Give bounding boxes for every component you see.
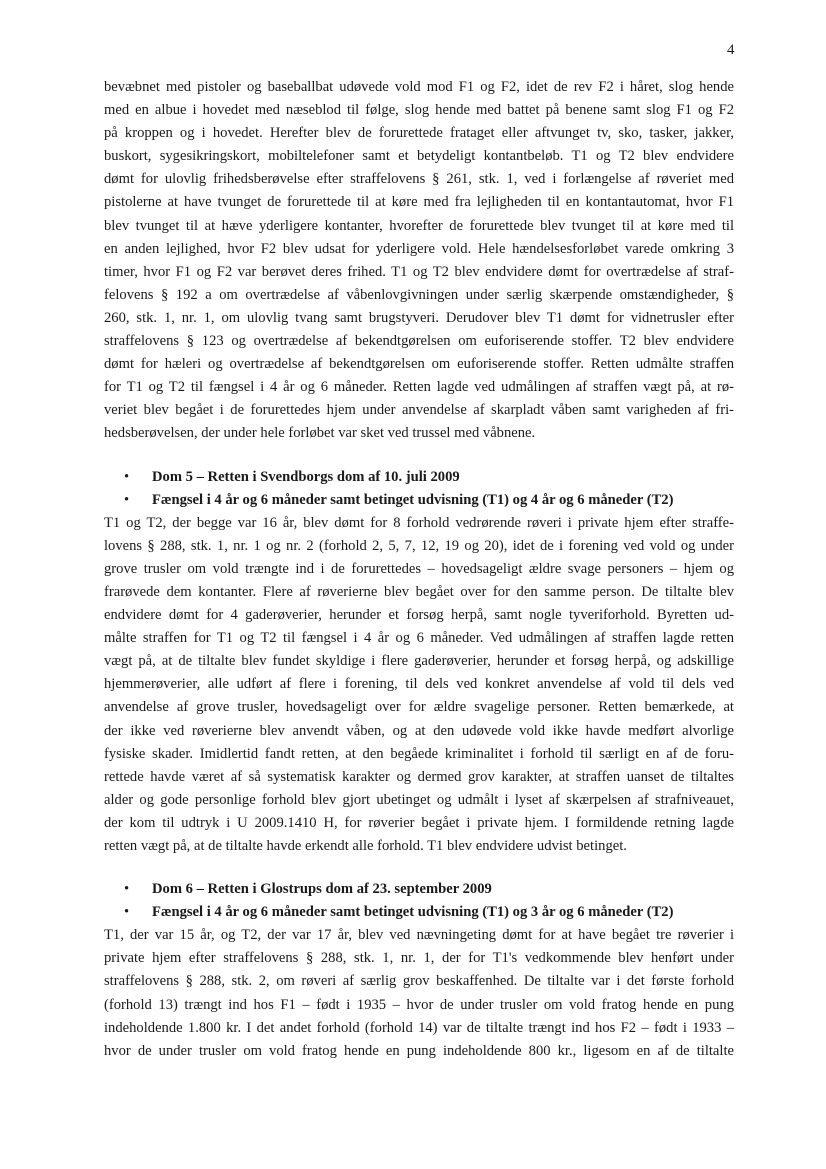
text-line: fysiske skader. Imidlertid fandt retten, at den begåede kriminalitet i forhold til særligt en af de foru- [104,745,734,762]
bullet-text: Fængsel i 4 år og 6 måneder samt betinget udvisning (T1) og 4 år og 6 måneder (T2) [152,491,674,508]
text-line: pistolerne at have tvunget de forurettede til at køre med fra lejligheden til en kontantautomat, hvor F1 [104,194,734,211]
document-body [104,76,734,1063]
bullet-heading [104,878,734,901]
text-line: dømt for ulovlig frihedsberøvelse efter straffelovens § 261, stk. 1, ved i forlængelse af røveriet med [104,171,734,188]
text-line: hedsberøvelsen, der under hele forløbet var sket ved trussel med våbnene. [104,425,536,442]
section-dom-6 [104,878,734,1063]
text-line: hjemmerøverier, alle udført af flere i forening, til dels ved konkret anvendelse af vold til dels ved [104,676,734,693]
spacer [104,858,734,878]
section-dom-5 [104,466,734,859]
text-line: endvidere dømt for 4 gaderøverier, herunder et forsøg herpå, samt nogle tyveriforhold. Byretten ud- [104,607,734,624]
spacer [104,446,734,466]
bullet-icon: • [124,881,130,898]
bullet-text: Dom 6 – Retten i Glostrups dom af 23. september 2009 [152,881,492,898]
bullet-icon: • [124,904,130,921]
text-line: en anden lejlighed, hvor F2 blev udsat for yderligere vold. Hele hændelsesforløbet varede omkring 3 [104,240,734,257]
bullet-text: Fængsel i 4 år og 6 måneder samt betinget udvisning (T1) og 3 år og 6 måneder (T2) [152,904,674,921]
text-line: grove trusler om vold trængte ind i de forurettedes – hovedsageligt ældre svage personers – hjem og [104,560,734,577]
text-line: veriet blev begået i de forurettedes hjem under anvendelse af skarpladt våben samt varigheden af fri- [104,402,734,419]
text-line: målte straffen for T1 og T2 til fængsel i 4 år og 6 måneder. Ved udmålingen af straffen lagde retten [104,630,734,647]
text-line: for T1 og T2 til fængsel i 4 år og 6 måneder. Retten lagde ved udmålingen af straffen vægt på, at rø- [104,379,734,396]
text-line: private hjem efter straffelovens § 288, stk. 1, nr. 1, der for T1's vedkommende blev henført under [104,950,734,967]
text-line: der ikke ved røverierne blev anvendt våben, og at den udøvede vold ikke havde medført alvorlige [104,722,734,739]
text-line: med en albue i hovedet med næseblod til følge, slog hende med battet på benene samt slog F1 og F2 [104,102,734,119]
text-line: vægt på, at de tiltalte blev fundet skyldige i flere gaderøverier, herunder et forsøg herpå, og adskillige [104,653,734,670]
text-line: indeholdende 1.800 kr. I det andet forhold (forhold 14) var de tiltalte trængt ind hos F2 – født i 1933 – [104,1019,734,1036]
text-line: på kroppen og i hovedet. Herefter blev de forurettede frataget eller aftvunget tv, sko, tasker, jakker, [104,125,734,142]
text-line: hvor de under trusler om vold fratog hende en pung indeholdende 800 kr., ligesom en af de tiltalte [104,1042,734,1059]
bullet-heading [104,466,734,489]
text-line: dømt for hæleri og overtrædelse af bekendtgørelsen om euforiserende stoffer. Retten udmålte straffen [104,356,734,373]
bullet-heading [104,901,734,924]
text-line: rettede havde været af så systematisk karakter og dermed grov karakter, at straffen uanset de tiltaltes [104,768,734,785]
text-line: alder og gode personlige forhold blev gjort ubetinget og udmålt i lyset af skærpelsen af strafniveauet, [104,791,734,808]
text-line: retten vægt på, at de tiltalte havde erkendt alle forhold. T1 blev endvidere udvist betinget. [104,838,627,854]
text-line: (forhold 13) trængt ind hos F1 – født i 1935 – hvor de under trusler om vold fratog hende en pung [104,996,734,1013]
page-number: 4 [727,42,735,58]
text-line: T1 og T2, der begge var 16 år, blev dømt for 8 forhold vedrørende røveri i private hjem efter straffe- [104,514,734,531]
text-line: bevæbnet med pistoler og baseballbat udøvede vold mod F1 og F2, idet de rev F2 i håret, slog hende [104,79,734,95]
text-line: buskort, sygesikringskort, mobiltelefoner samt et betydeligt kontantbeløb. T1 og T2 blev endvidere [104,148,734,165]
bullet-text: Dom 5 – Retten i Svendborgs dom af 10. juli 2009 [152,468,460,485]
text-line: timer, hvor F1 og F2 var berøvet deres frihed. T1 og T2 blev endvidere dømt for overtrædelse af straf- [104,263,734,280]
text-line: T1, der var 15 år, og T2, der var 17 år, blev ved nævningeting dømt for at have begået tre røverier i [104,927,734,944]
text-line: frarøvede dem kontanter. Flere af røverierne blev begået over for den samme person. De tiltalte blev [104,583,734,600]
bullet-icon: • [124,491,130,508]
text-line: felovens § 192 a om overtrædelse af våbenlovgivningen under særlig skærpende omstændigheder, § [104,286,734,303]
text-line: straffelovens § 123 og overtrædelse af bekendtgørelsen om euforiserende stoffer. T2 blev endvidere [104,333,734,350]
bullet-icon: • [124,468,130,485]
text-line: blev tvunget til at hæve yderligere kontanter, hvorefter de forurettede blev tvunget til at køre med til [104,217,734,234]
text-line: straffelovens § 288, stk. 2, om røveri af særlig grov beskaffenhed. De tiltalte var i det første forhold [104,973,734,990]
text-line: anvendelse af grove trusler, hovedsageligt over for ældre svagelige personer. Retten bemærkede, at [104,699,734,716]
text-line: der kom til udtryk i U 2009.1410 H, for røverier begået i private hjem. I formildende retning lagde [104,814,734,831]
bullet-heading [104,489,734,512]
text-line: 260, stk. 1, nr. 1, om ulovlig tvang samt brugstyveri. Derudover blev T1 dømt for vidnetrusler efter [104,309,734,326]
text-line: lovens § 288, stk. 1, nr. 1 og nr. 2 (forhold 2, 5, 7, 12, 19 og 20), idet de i forening ved vold og under [104,537,734,554]
paragraph-1 [104,76,734,446]
